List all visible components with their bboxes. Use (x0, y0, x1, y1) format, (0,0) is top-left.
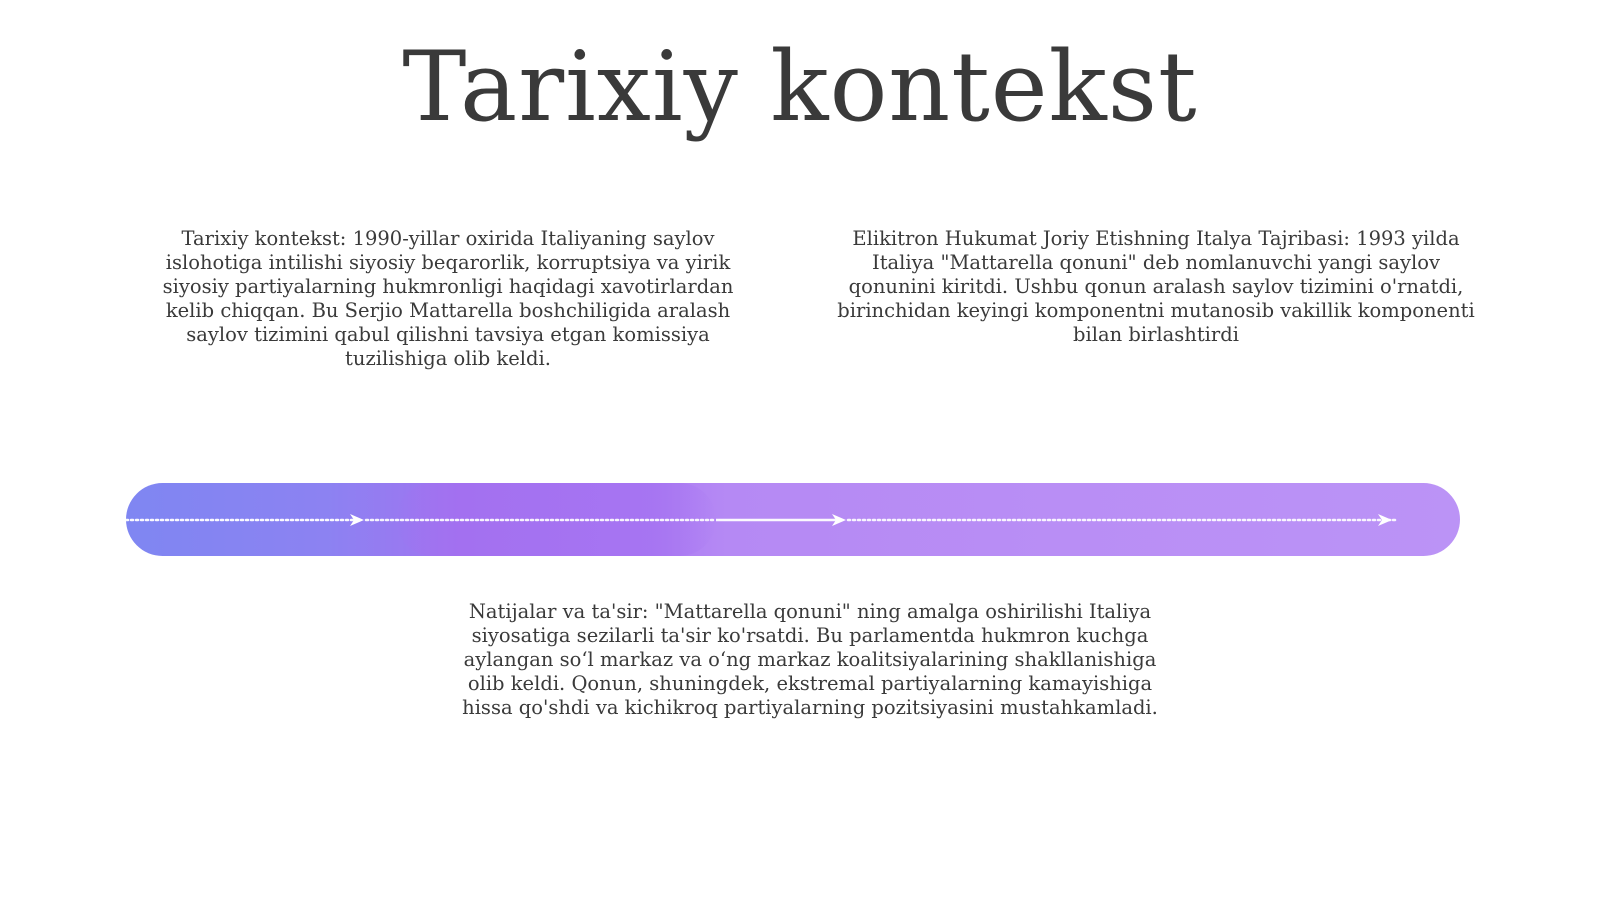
context-text-right: Elikitron Hukumat Joriy Etishning Italya Tajribasi: 1993 yilda Italiya "Mattarella qonuni" deb nomlanuvchi yangi saylov qonunini kiritdi. Ushbu qonun aralash saylov tizimini o'rnatdi, birinchidan keyingi komponentni mutanosib vakillik komponenti bilan birlashtirdi (837, 227, 1475, 346)
page-title: Tarixiy kontekst (402, 31, 1198, 143)
timeline-bar (126, 483, 1460, 556)
context-text-left: Tarixiy kontekst: 1990-yillar oxirida Italiyaning saylov islohotiga intilishi siyosiy beqarorlik, korruptsiya va yirik siyosiy partiyalarning hukmronligi haqidagi xavotirlardan kelib chiqqan. Bu Serjio Mattarella boshchiligida aralash saylov tizimini qabul qilishni tavsiya etgan komissiya tuzilishiga olib keldi. (162, 227, 734, 370)
context-text-bottom: Natijalar va ta'sir: "Mattarella qonuni" ning amalga oshirilishi Italiya siyosatiga sezilarli ta'sir ko'rsatdi. Bu parlamentda hukmron kuchga aylangan so‘l markaz va o‘ng markaz koalitsiyalarining shakllanishiga olib keldi. Qonun, shuningdek, ekstremal partiyalarning kamayishiga hissa qo'shdi va kichikroq partiyalarning pozitsiyasini mustahkamladi. (462, 600, 1158, 719)
timeline-track (126, 483, 1460, 556)
